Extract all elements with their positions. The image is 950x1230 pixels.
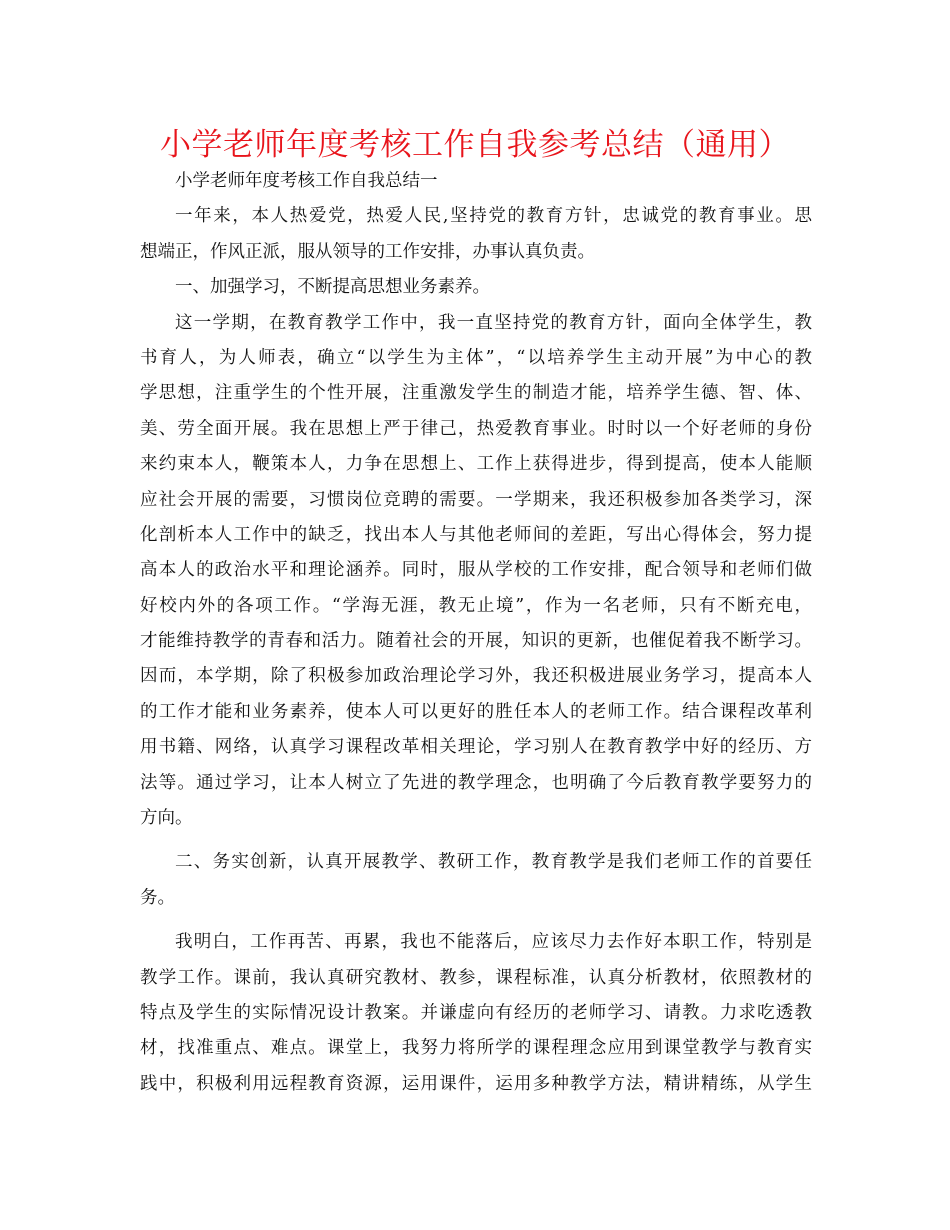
text-line: 书育人，为人师表，确立“以学生为主体”，“以培养学生主动开展”为中心的教: [140, 347, 812, 368]
text-line: 的工作才能和业务素养，使本人可以更好的胜任本人的老师工作。结合课程改革利: [140, 701, 812, 722]
text-line: 用书籍、网络，认真学习课程改革相关理论，学习别人在教育教学中好的经历、方: [140, 737, 812, 758]
text-line: 践中，积极利用远程教育资源，运用课件，运用多种教学方法，精讲精练，从学生: [140, 1073, 812, 1094]
text-line: 美、劳全面开展。我在思想上严于律己，热爱教育事业。时时以一个好老师的身份: [140, 418, 812, 439]
text-line: 这一学期，在教育教学工作中，我一直坚持党的教育方针，面向全体学生，教: [175, 312, 812, 333]
text-line: 材，找准重点、难点。课堂上，我努力将所学的课程理念应用到课堂教学与教育实: [140, 1038, 812, 1059]
text-line: 想端正，作风正派，服从领导的工作安排，办事认真负责。: [140, 241, 595, 262]
text-line: 特点及学生的实际情况设计教案。并谦虚向有经历的老师学习、请教。力求吃透教: [140, 1002, 812, 1023]
text-line: 方向。: [140, 808, 193, 829]
text-line: 因而，本学期，除了积极参加政治理论学习外，我还积极进展业务学习，提高本人: [140, 666, 812, 687]
text-line: 一年来，本人热爱党，热爱人民,坚持党的教育方针，忠诚党的教育事业。思: [175, 206, 812, 227]
text-line: 法等。通过学习，让本人树立了先进的教学理念，也明确了今后教育教学要努力的: [140, 772, 812, 793]
text-line: 化剖析本人工作中的缺乏，找出本人与其他老师间的差距，写出心得体会，努力提: [140, 524, 812, 545]
text-line: 才能维持教学的青春和活力。随着社会的开展，知识的更新，也催促着我不断学习。: [140, 631, 812, 652]
text-line: 务。: [140, 887, 175, 908]
text-line: 高本人的政治水平和理论涵养。同时，服从学校的工作安排，配合领导和老师们做: [140, 560, 812, 581]
section-heading: 一、加强学习，不断提高思想业务素养。: [175, 277, 490, 298]
document-body: [140, 164, 812, 1102]
section-heading: 二、务实创新，认真开展教学、教研工作，教育教学是我们老师工作的首要任: [175, 852, 812, 873]
text-line: 教学工作。课前，我认真研究教材、教参，课程标准，认真分析教材，依照教材的: [140, 967, 812, 988]
text-line: 学思想，注重学生的个性开展，注重激发学生的制造才能，培养学生德、智、体、: [140, 383, 812, 404]
text-line: 来约束本人，鞭策本人，力争在思想上、工作上获得进步，得到提高，使本人能顺: [140, 454, 812, 475]
document-title: 小学老师年度考核工作自我参考总结（通用）: [160, 127, 790, 163]
section-subtitle: 小学老师年度考核工作自我总结一: [175, 171, 438, 191]
text-line: 应社会开展的需要，习惯岗位竞聘的需要。一学期来，我还积极参加各类学习，深: [140, 489, 812, 510]
text-line: 我明白，工作再苦、再累，我也不能落后，应该尽力去作好本职工作，特别是: [175, 932, 812, 953]
text-line: 好校内外的各项工作。“学海无涯，教无止境”，作为一名老师，只有不断充电，: [140, 595, 812, 616]
